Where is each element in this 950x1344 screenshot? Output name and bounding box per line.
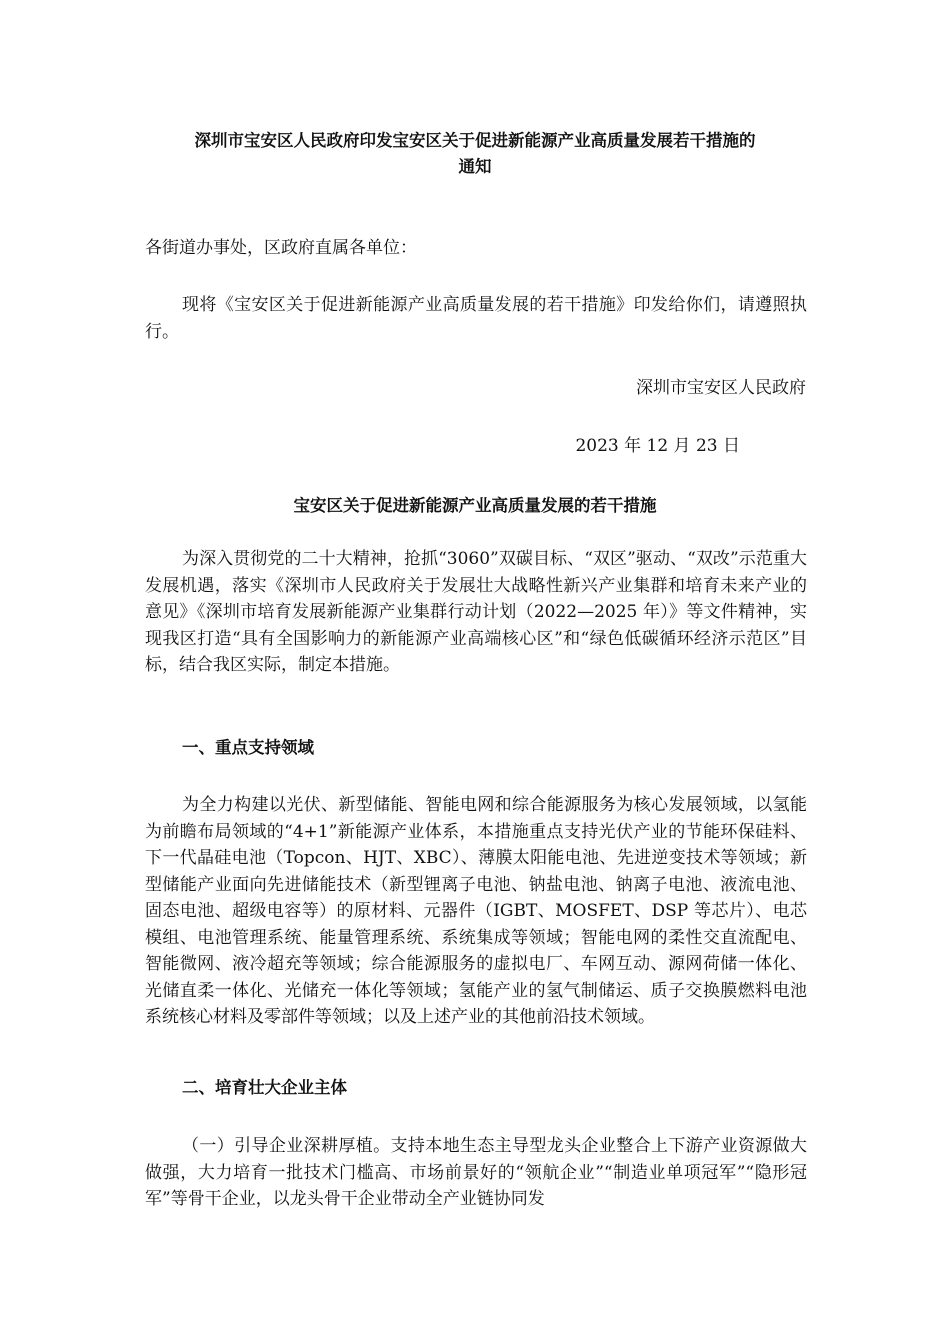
section-1-heading: 一、重点支持领域 [182, 738, 314, 757]
issue-date: 2023 年 12 月 23 日 [575, 436, 740, 456]
measures-title: 宝安区关于促进新能源产业高质量发展的若干措施 [293, 496, 657, 515]
section-1-body: 为全力构建以光伏、新型储能、智能电网和综合能源服务为核心发展领域，以氢能为前瞻布局领域的“4+1”新能源产业体系，本措施重点支持光伏产业的节能环保硅料、下一代晶硅电池（Topcon、HJT、XBC）、薄膜太阳能电池、先进逆变技术等领域；新型储能产业面向先进储能技术（新型锂离子电池、钠盐电池、钠离子电池、液流电池、固态电池、超级电容等）的原材料、元器件（IGBT、MOSFET、DSP 等芯片）、电芯模组、电池管理系统、能量管理系统、系统集成等领域；智能电网的柔性交直流配电、智能微网、液冷超充等领域；综合能源服务的虚拟电厂、车网互动、源网荷储一体化、光储直柔一体化、光储充一体化等领域；氢能产业的氢气制储运、质子交换膜燃料电池系统核心材料及零部件等领域；以及上述产业的其他前沿技术领域。 [145, 795, 807, 1027]
document-title [145, 128, 805, 180]
issuer: 深圳市宝安区人民政府 [636, 378, 806, 398]
salutation: 各街道办事处，区政府直属各单位： [145, 238, 417, 258]
intro-paragraph: 为深入贯彻党的二十大精神，抢抓“3060”双碳目标、“双区”驱动、“双改”示范重大发展机遇，落实《深圳市人民政府关于发展壮大战略性新兴产业集群和培育未来产业的意见》《深圳市培育发展新能源产业集群行动计划（2022—2025 年）》等文件精神，实现我区打造“具有全国影响力的新能源产业高端核心区”和“绿色低碳循环经济示范区”目标，结合我区实际，制定本措施。 [145, 549, 807, 675]
notice-body: 现将《宝安区关于促进新能源产业高质量发展的若干措施》印发给你们，请遵照执行。 [145, 295, 807, 342]
section-2-item-1: （一）引导企业深耕厚植。支持本地生态主导型龙头企业整合上下游产业资源做大做强，大力培育一批技术门槛高、市场前景好的“领航企业”“制造业单项冠军”“隐形冠军”等骨干企业，以龙头骨干企业带动全产业链协同发 [145, 1136, 807, 1209]
document-title-line-1: 深圳市宝安区人民政府印发宝安区关于促进新能源产业高质量发展若干措施的 [194, 131, 756, 150]
section-2-heading: 二、培育壮大企业主体 [182, 1078, 347, 1097]
document-title-line-2: 通知 [458, 157, 492, 176]
